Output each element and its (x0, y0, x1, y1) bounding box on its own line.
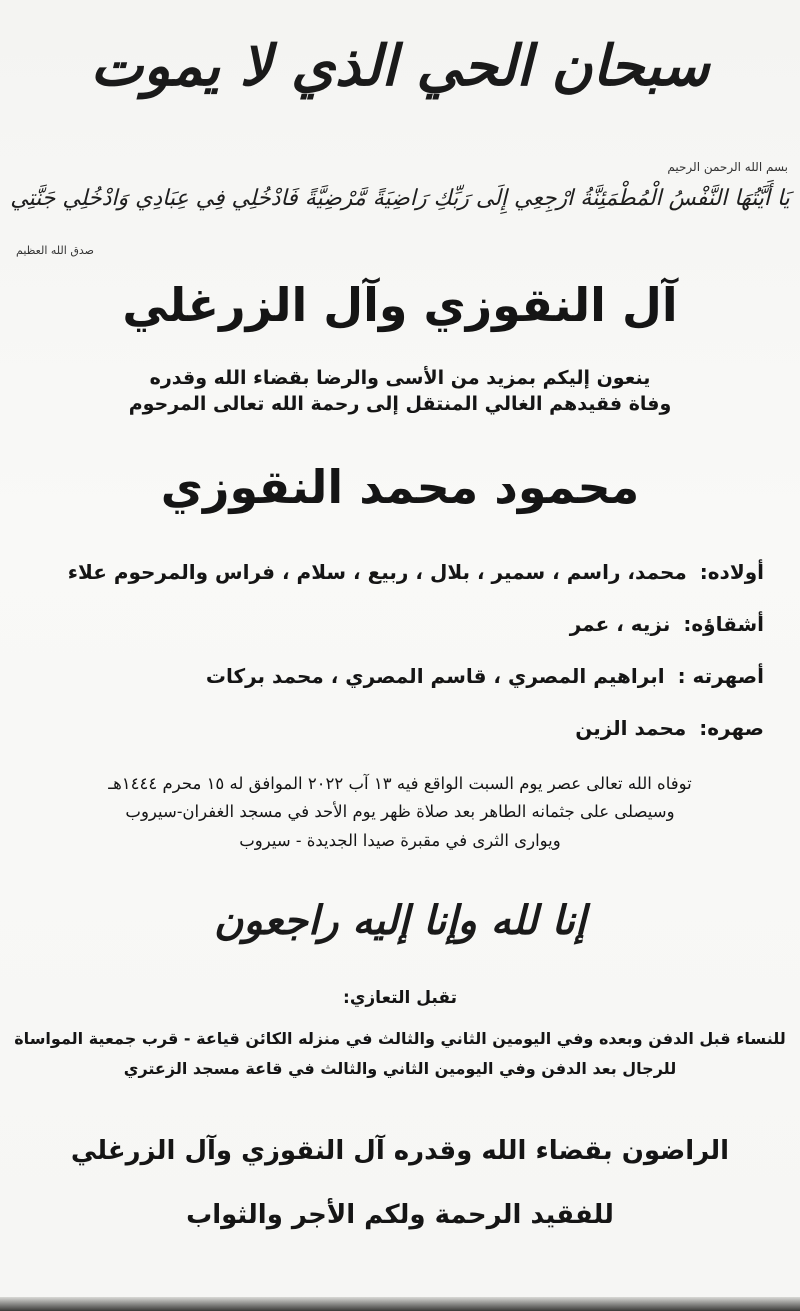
calligraphy-header: سبحان الحي الذي لا يموت (90, 33, 710, 99)
announcement-line-2: وفاة فقيدهم الغالي المنتقل إلى رحمة الله تعالى المرحوم (128, 392, 672, 415)
announcement (0, 366, 800, 417)
announcement-line-1: ينعون إليكم بمزيد من الأسى والرضا بقضاء الله وقدره (149, 367, 651, 389)
details-line-3: ويوارى الثرى في مقبرة صيدا الجديدة - سيروب (239, 830, 561, 850)
details-line-2: وسيصلى على جثمانه الطاهر بعد صلاة ظهر يوم الأحد في مسجد الغفران-سيروب (125, 802, 675, 822)
deceased-name: محمود محمد النقوزي (160, 460, 640, 514)
details-line-1: توفاه الله تعالى عصر يوم السبت الواقع فيه ١٣ آب ٢٠٢٢ الموافق له ١٥ محرم ١٤٤٤هـ (108, 774, 692, 793)
brother-in-law-name: محمد الزين (575, 716, 687, 740)
siblings-row (20, 612, 764, 636)
basmala-text: بسم الله الرحمن الرحيم (667, 160, 788, 174)
sons-in-law-row (20, 664, 764, 688)
page-bottom-edge (0, 1297, 800, 1311)
children-label: أولاده: (699, 560, 764, 584)
children-row (20, 560, 764, 584)
siblings-label: أشقاؤه: (683, 612, 764, 636)
funeral-details (0, 770, 800, 855)
closing-line-1: الراضون بقضاء الله وقدره آل النقوزي وآل الزرغلي (70, 1136, 730, 1166)
brother-in-law-row (20, 716, 764, 740)
condolences-title: تقبل التعازي: (343, 988, 457, 1008)
calligraphy-istirja: إنا لله وإنا إليه راجعون (213, 897, 587, 944)
condolences-details (0, 1024, 800, 1085)
siblings-names: نزيه ، عمر (569, 612, 671, 636)
brother-in-law-label: صهره: (699, 716, 764, 740)
closing-line-2: للفقيد الرحمة ولكم الأجر والثواب (186, 1200, 614, 1230)
sadaqa-text: صدق الله العظيم (16, 244, 94, 257)
quran-verse: يَا أَيَّتُهَا النَّفْسُ الْمُطْمَئِنَّةُ ارْجِعِي إِلَى رَبِّكِ رَاضِيَةً مَّرْضِيَّةً فَادْخُلِي فِي عِبَادِي وَادْخُلِي جَنَّتِي (10, 186, 790, 211)
children-names: محمد، راسم ، سمير ، بلال ، ربيع ، سلام ، فراس والمرحوم علاء (67, 560, 687, 584)
condolences-women: للنساء قبل الدفن وبعده وفي اليومين الثاني والثالث في منزله الكائن قياعة - قرب جمعية المواساة (14, 1029, 786, 1048)
sons-in-law-label: أصهرته : (677, 664, 764, 688)
families-title: آل النقوزي وآل الزرغلي (122, 278, 678, 332)
sons-in-law-names: ابراهيم المصري ، قاسم المصري ، محمد بركات (205, 664, 665, 688)
condolences-men: للرجال بعد الدفن وفي اليومين الثاني والثالث في قاعة مسجد الزعتري (123, 1059, 677, 1079)
